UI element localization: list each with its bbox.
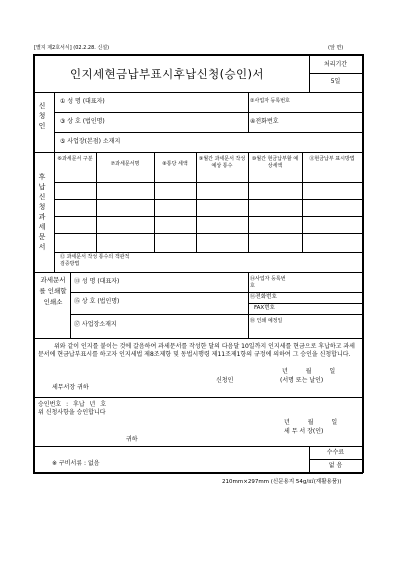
documents-section-label: 후납신청과세문서 xyxy=(38,173,46,251)
col-doc-amount: ⑩월간 현금납부할 예상세액 xyxy=(251,156,299,169)
approval-officer: 세 무 서 장(인) xyxy=(284,428,324,435)
applicant-phone-label: ④전화번호 xyxy=(250,118,279,125)
frame-bottom xyxy=(33,472,363,474)
page-title: 인지세현금납부표시후납신청(승인)서 xyxy=(70,67,264,81)
applicant-section-label: 신청인 xyxy=(38,102,46,130)
processing-period-label: 처리기간 xyxy=(323,61,348,68)
agent-address-label: ⑰ 사업장소재지 xyxy=(74,321,117,328)
agent-biz-no-label: ⑭사업자 등록번호 xyxy=(250,276,286,289)
agent-company-label: ⑮ 상 호 (법인명) xyxy=(74,298,120,305)
paper-size-note: 210mm×297mm (신문용지 54g/㎡(재활용품)) xyxy=(222,479,342,485)
page-side: (앞 면) xyxy=(328,45,344,51)
col-doc-name: ⑦과세문서명 xyxy=(110,161,140,167)
declaration-date-line: 년 월 일 xyxy=(282,368,336,375)
col-doc-class: ⑥과세문서 구분 xyxy=(57,156,93,162)
fee-label: 수수료 xyxy=(326,449,345,456)
sign-hint: (서명 또는 날인) xyxy=(280,377,324,384)
table-row xyxy=(54,182,362,183)
agent-section-label: 과세문서를 인쇄할 인쇄소 xyxy=(39,276,67,306)
declaration-recipient: 세무서장 귀하 xyxy=(52,384,89,391)
table-row xyxy=(54,233,362,234)
agent-phone-label: ⑯전화번호 xyxy=(250,294,277,300)
approval-to: 귀하 xyxy=(126,436,138,443)
frame-left xyxy=(33,54,35,473)
attachments-note: ※ 구비서류 : 없음 xyxy=(52,460,100,467)
approval-statement: 위 신청사항을 승인합니다 xyxy=(38,409,106,416)
agent-print-date-label: ⑱ 인쇄 예정일 xyxy=(250,318,283,324)
agent-fax-label: FAX번호 xyxy=(254,305,275,311)
approval-number-line: 승인번호 : 후납 년 호 xyxy=(38,401,107,408)
fee-value: 없 음 xyxy=(328,462,343,469)
frame-top xyxy=(33,54,363,56)
processing-period-value: 5일 xyxy=(330,78,341,85)
table-row xyxy=(54,216,362,217)
applicant-company-label: ③ 상 호 (법인명) xyxy=(60,118,105,125)
applicant-biz-no-label: ②사업자 등록번호 xyxy=(250,98,290,104)
form-id: [별지 제2호서식] (02.2.28. 신설) xyxy=(34,45,110,51)
col-doc-method: ⑪현금납부 표시방법 xyxy=(309,156,355,162)
declaration-body: 위와 같이 인지를 붙이는 것에 갈음하여 과세문서를 작성한 달의 다음달 10일까지 인지세를 현금으로 후납하고 과세문서에 현금납부표시를 하고자 인지세법 제8조제항 및 동법시행령 제11조제1항의 규정에 의하여 그 승인을 신청합니다. xyxy=(38,343,355,358)
applicant-name-label: ① 성 명 (대표자) xyxy=(60,98,105,105)
col-doc-tax: ⑧통당 세액 xyxy=(162,161,188,167)
agent-name-label: ⑬ 성 명 (대표자) xyxy=(74,278,120,285)
table-row xyxy=(54,199,362,200)
frame-right xyxy=(362,54,364,473)
verification-note: ⑫ 과세문서 작성 통수의 객관적 검증방법 xyxy=(60,254,130,267)
approval-date-line: 년 월 일 xyxy=(284,419,338,426)
col-doc-count: ⑨월간 과세문서 작성 예상 통수 xyxy=(198,156,246,169)
applicant-signature-label: 신청인 xyxy=(216,377,234,384)
applicant-address-label: ⑤ 사업장(본점) 소재지 xyxy=(60,138,121,145)
